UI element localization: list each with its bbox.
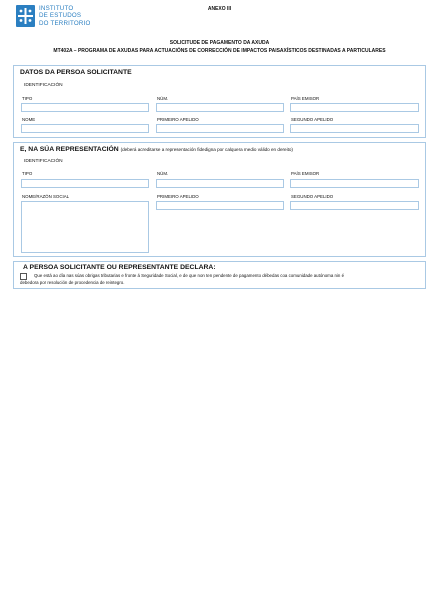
document-title: SOLICITUDE DE PAGAMENTO DA AXUDA bbox=[169, 40, 270, 46]
applicant-nome-field[interactable] bbox=[21, 124, 149, 133]
logo-line-1: INSTITUTO bbox=[39, 5, 74, 12]
representative-pais-field[interactable] bbox=[290, 179, 419, 188]
document-subtitle: MT402A – PROGRAMA DE AXUDAS PARA ACTUACIÓNS DE CORRECCIÓN DE IMPACTOS PAISAXÍSTICOS DESTINADAS A PARTICULARES bbox=[53, 48, 386, 54]
annex-label: ANEXO III bbox=[207, 6, 232, 12]
applicant-num-field[interactable] bbox=[156, 103, 284, 112]
applicant-primeiro-field[interactable] bbox=[156, 124, 284, 133]
representative-primeiro-label: PRIMEIRO APELIDO bbox=[157, 194, 199, 199]
representative-num-field[interactable] bbox=[156, 179, 284, 188]
representative-num-label: NÚM. bbox=[157, 171, 169, 176]
applicant-tipo-field[interactable] bbox=[21, 103, 149, 112]
representative-note: (deberá acreditarse a representación fidedigna por calquera medio válido en dereito) bbox=[120, 147, 293, 152]
logo-line-2: DE ESTUDOS bbox=[39, 12, 82, 20]
representative-title-text: E, NA SÚA REPRESENTACIÓN bbox=[20, 146, 119, 153]
representative-segundo-label: SEGUNDO APELIDO bbox=[291, 194, 334, 199]
representative-pais-label: PAÍS EMISOR bbox=[291, 171, 320, 176]
representative-section-title bbox=[20, 146, 293, 153]
representative-nome-field[interactable] bbox=[21, 201, 149, 253]
applicant-tipo-label: TIPO bbox=[22, 96, 33, 101]
applicant-identification-label: IDENTIFICACIÓN bbox=[24, 83, 63, 88]
representative-section bbox=[13, 142, 426, 257]
representative-segundo-field[interactable] bbox=[290, 201, 419, 210]
declaration-section bbox=[13, 261, 426, 289]
representative-tipo-label: TIPO bbox=[22, 171, 33, 176]
applicant-segundo-field[interactable] bbox=[290, 124, 419, 133]
applicant-num-label: NÚM. bbox=[157, 96, 169, 101]
declaration-title: A PERSOA SOLICITANTE OU REPRESENTANTE DECLARA: bbox=[23, 264, 216, 271]
representative-primeiro-field[interactable] bbox=[156, 201, 284, 210]
applicant-nome-label: NOME bbox=[22, 117, 36, 122]
logo-line-3: DO TERRITORIO bbox=[39, 19, 91, 27]
applicant-pais-label: PAÍS EMISOR bbox=[291, 96, 320, 101]
applicant-section-title: DATOS DA PERSOA SOLICITANTE bbox=[20, 69, 132, 76]
applicant-segundo-label: SEGUNDO APELIDO bbox=[291, 117, 334, 122]
applicant-primeiro-label: PRIMEIRO APELIDO bbox=[157, 117, 199, 122]
representative-nome-label: NOME/RAZÓN SOCIAL bbox=[22, 194, 70, 199]
representative-tipo-field[interactable] bbox=[21, 179, 149, 188]
applicant-section bbox=[13, 65, 426, 138]
applicant-pais-field[interactable] bbox=[290, 103, 419, 112]
declaration-text-line-2: debedora por resolución de procedencia de reintegro. bbox=[20, 279, 125, 285]
representative-identification-label: IDENTIFICACIÓN bbox=[24, 159, 63, 164]
declaration-text-line-1: Que está ao día nas súas obrigas tributarias e fronte á Seguridade Social, e de que non ten pendente de pagamento débedas coa comunidade autónoma nin é bbox=[34, 273, 345, 278]
